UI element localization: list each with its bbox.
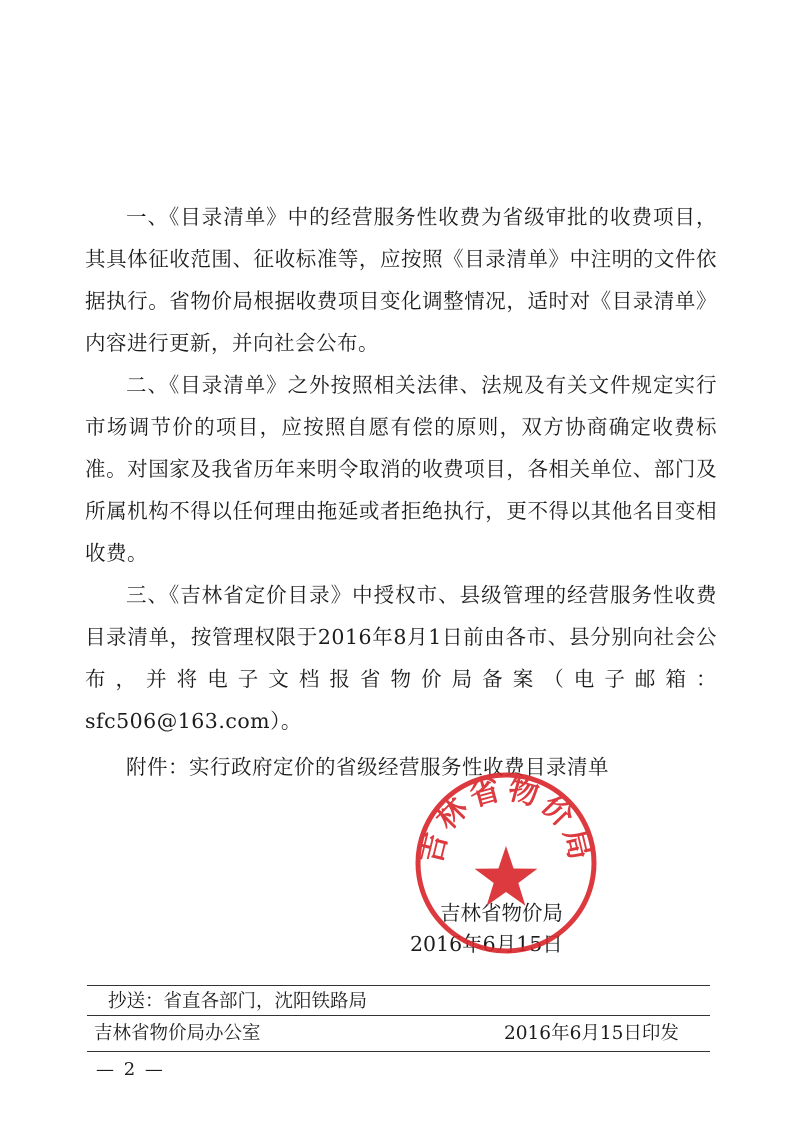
footer-divider-bottom [87, 1051, 710, 1052]
footer-divider-top [87, 985, 710, 986]
paragraph-3: 三、《吉林省定价目录》中授权市、县级管理的经营服务性收费目录清单，按管理权限于2016年8月1日前由各市、县分别向社会公布，并将电子文档报省物价局备案（电子邮箱：sfc506@163.com）。 [85, 583, 717, 733]
seal-star-icon [475, 846, 538, 906]
footer-divider-middle [87, 1015, 710, 1016]
page-number: — 2 — [96, 1059, 165, 1080]
print-date: 2016年6月15日印发 [504, 1023, 679, 1044]
cc-recipients: 抄送：省直各部门，沈阳铁路局 [108, 991, 368, 1012]
paragraph-1: 一、《目录清单》中的经营服务性收费为省级审批的收费项目，其具体征收范围、征收标准等，应按照《目录清单》中注明的文件依据执行。省物价局根据收费项目变化调整情况，适时对《目录清单》内容进行更新，并向社会公布。 [85, 205, 717, 355]
paragraph-2: 二、《目录清单》之外按照相关法律、法规及有关文件规定实行市场调节价的项目，应按照自愿有偿的原则，双方协商确定收费标准。对国家及我省历年来明令取消的收费项目，各相关单位、部门及所属机构不得以任何理由拖延或者拒绝执行，更不得以其他名目变相收费。 [85, 373, 717, 565]
official-seal-icon [411, 768, 601, 958]
issuing-office: 吉林省物价局办公室 [94, 1023, 261, 1044]
attachment-note: 附件：实行政府定价的省级经营服务性收费目录清单 [126, 755, 609, 779]
issue-date: 2016年6月15日 [410, 932, 563, 956]
issuer-name: 吉林省物价局 [440, 901, 563, 925]
seal-lettering: 吉林省物价局 [413, 771, 599, 867]
